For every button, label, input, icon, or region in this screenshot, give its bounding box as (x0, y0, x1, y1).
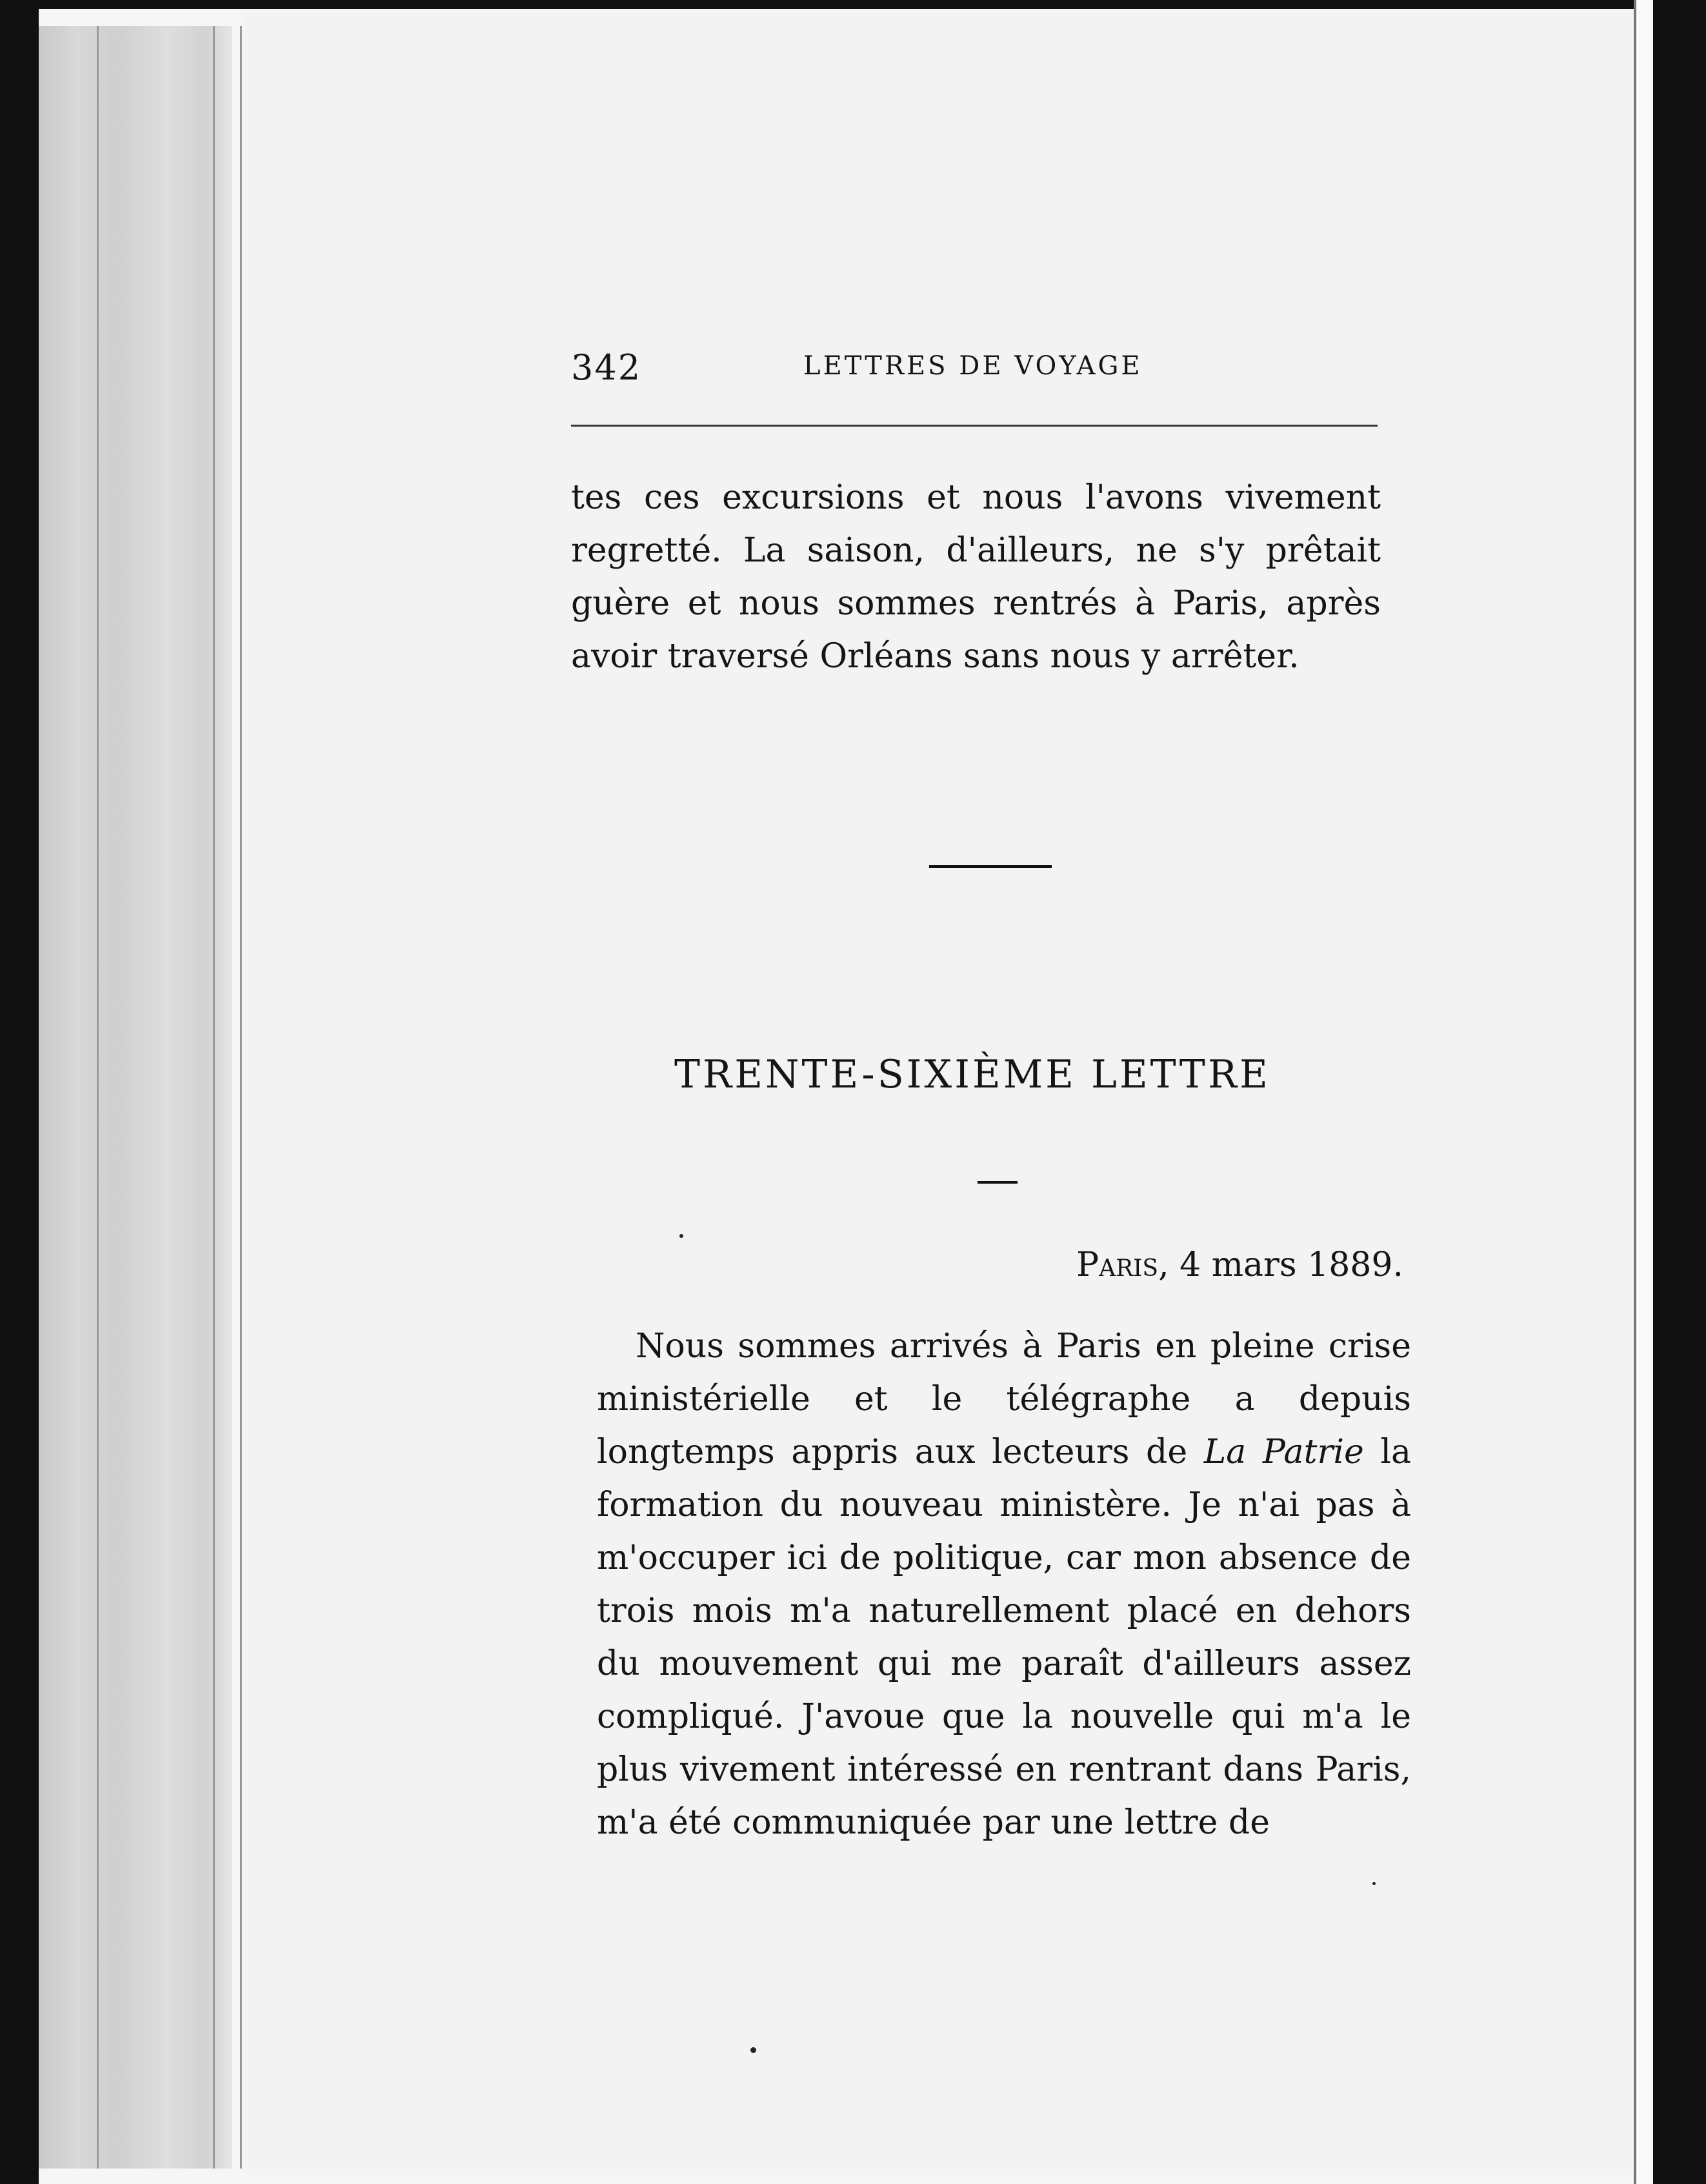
page-content (571, 342, 1412, 1842)
continuation-paragraph: tes ces excursions et nous l'avons vivement regretté. La saison, d'ailleurs, ne s'y prêtait guère et nous sommes rentrés à Paris, après avoir traversé Orléans sans nous y arrêter. (571, 478, 1381, 676)
page-edge-line (97, 26, 99, 2169)
title-dash (978, 1181, 1018, 1184)
book-page-edges (39, 26, 232, 2169)
running-title: LETTRES DE VOYAGE (803, 351, 1143, 381)
dateline (1076, 1246, 1403, 1284)
page-edge-line (240, 26, 242, 2169)
body-text-start: Nous sommes arrivés à Paris en pleine crise ministérielle et le télégraphe a depuis longtemps appris aux lecteurs de (597, 1327, 1411, 1471)
scan-speck (1372, 1882, 1376, 1885)
scan-border-right (1653, 0, 1706, 2184)
next-page-edge (1634, 0, 1653, 2184)
section-divider (929, 865, 1052, 868)
dateline-date: , 4 mars 1889. (1158, 1246, 1403, 1284)
scan-border-left (0, 0, 39, 2184)
dateline-place: Paris (1076, 1246, 1159, 1284)
scan-speck (750, 2047, 756, 2053)
letter-title: TRENTE-SIXIÈME LETTRE (674, 1052, 1270, 1097)
letter-body-paragraph (597, 1320, 1411, 1849)
scan-border-top (0, 0, 1706, 9)
newspaper-title: La Patrie (1203, 1433, 1364, 1471)
body-text-end: la formation du nouveau ministère. Je n'ai pas à m'occuper ici de politique, car mon absence de trois mois m'a naturellement placé en dehors du mouvement qui me paraît d'ailleurs assez compliqué. J'avoue que la nouvelle qui m'a le plus vivement intéressé en rentrant dans Paris, m'a été communiquée par une lettre de (597, 1433, 1412, 1842)
page-number: 342 (571, 347, 642, 388)
header-rule (571, 425, 1378, 427)
scan-speck (679, 1234, 683, 1238)
page-edge-line (213, 26, 215, 2169)
running-head (571, 342, 1403, 400)
